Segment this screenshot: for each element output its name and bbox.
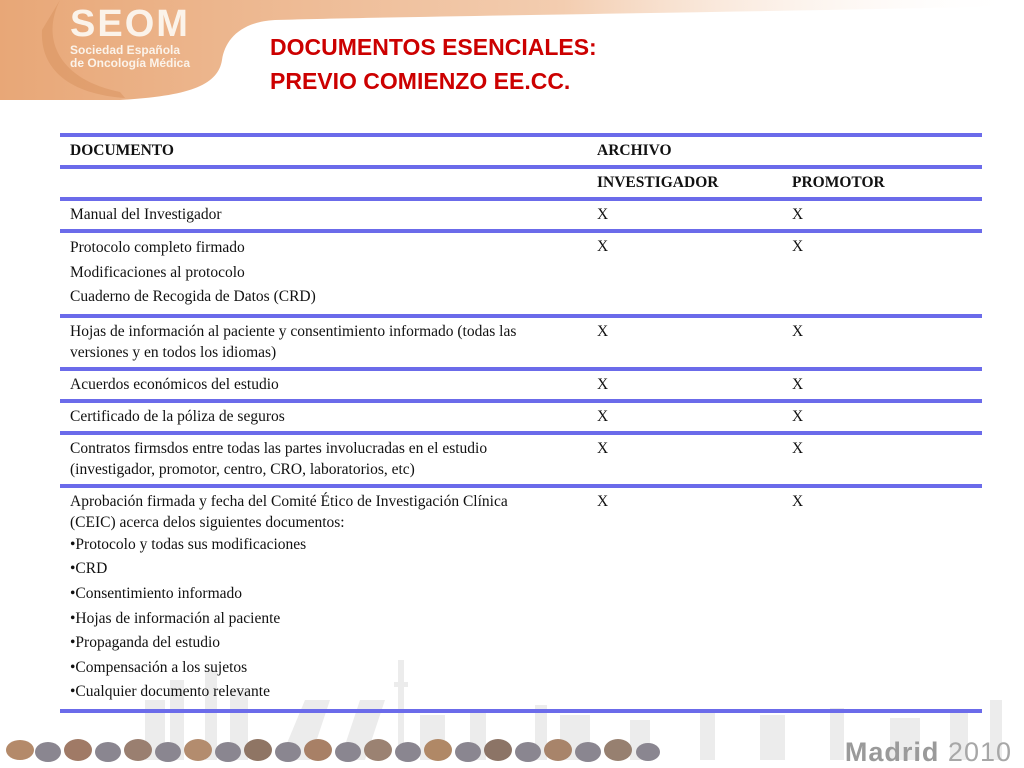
document-text: Cuaderno de Recogida de Datos (CRD) [70,288,316,306]
bullet-item: •Consentimiento informado [70,584,243,602]
table-row [60,316,982,369]
bullet-item: •Protocolo y todas sus modificaciones [70,535,307,553]
header-investigador: INVESTIGADOR [587,167,782,199]
table-row [60,433,982,486]
table-row [60,486,982,711]
promotor-cell: X [782,369,982,401]
document-text: Modificaciones al protocolo [70,263,245,281]
header-archivo: ARCHIVO [587,135,982,167]
bullet-item: •Hojas de información al paciente [70,609,281,627]
document-cell [60,486,587,711]
table-row [60,369,982,401]
table-row [60,231,982,316]
essential-documents-table [60,133,982,713]
table-subheader-row [60,167,982,199]
investigador-cell: X [587,486,782,711]
investigador-cell: X [587,401,782,433]
promotor-cell: X [782,231,982,316]
header-promotor: PROMOTOR [782,167,982,199]
investigador-cell: X [587,231,782,316]
table-row [60,401,982,433]
investigador-cell: X [587,316,782,369]
bullet-item: •Propaganda del estudio [70,634,221,652]
document-text: Contratos firmsdos entre todas las partes involucradas en el estudio [70,439,488,457]
document-text: Aprobación firmada y fecha del Comité Ético de Investigación Clínica [70,492,508,510]
header-documento: DOCUMENTO [60,135,587,167]
title-line-2: PREVIO COMIENZO EE.CC. [270,68,571,94]
promotor-cell: X [782,401,982,433]
seom-logo [70,4,190,70]
document-text: versiones y en todos los idiomas) [70,343,277,361]
document-text: (CEIC) acerca delos siguientes documentos: [70,513,345,531]
document-cell [60,199,587,231]
logo-sub-text-1: Sociedad Española [70,43,181,57]
document-text: Manual del Investigador [70,206,222,223]
document-text: Protocolo completo firmado [70,239,245,256]
document-text: Acuerdos económicos del estudio [70,375,279,393]
document-cell [60,316,587,369]
promotor-cell: X [782,316,982,369]
logo-main-text: SEOM [70,3,190,45]
table-header-row [60,135,982,167]
document-text: Certificado de la póliza de seguros [70,407,285,425]
document-cell [60,401,587,433]
document-cell [60,433,587,486]
bullet-item: •Cualquier documento relevante [70,683,270,701]
bullet-item: •CRD [70,560,108,578]
document-cell [60,369,587,401]
promotor-cell: X [782,486,982,711]
promotor-cell: X [782,199,982,231]
footer-city: Madrid [844,737,940,767]
document-text: Hojas de información al paciente y consentimiento informado (todas las [70,322,517,340]
document-cell [60,231,587,316]
bullet-item: •Compensación a los sujetos [70,658,248,676]
subheader-empty-cell [60,167,587,199]
title-line-1: DOCUMENTOS ESENCIALES: [270,34,597,60]
logo-sub-text-2: de Oncología Médica [70,56,191,70]
document-text: (investigador, promotor, centro, CRO, laboratorios, etc) [70,460,415,478]
promotor-cell: X [782,433,982,486]
investigador-cell: X [587,369,782,401]
investigador-cell: X [587,433,782,486]
table-row [60,199,982,231]
footer-year: 2010 [947,737,1012,767]
investigador-cell: X [587,199,782,231]
madrid-2010-logo [845,737,1012,768]
page-title [270,30,597,98]
